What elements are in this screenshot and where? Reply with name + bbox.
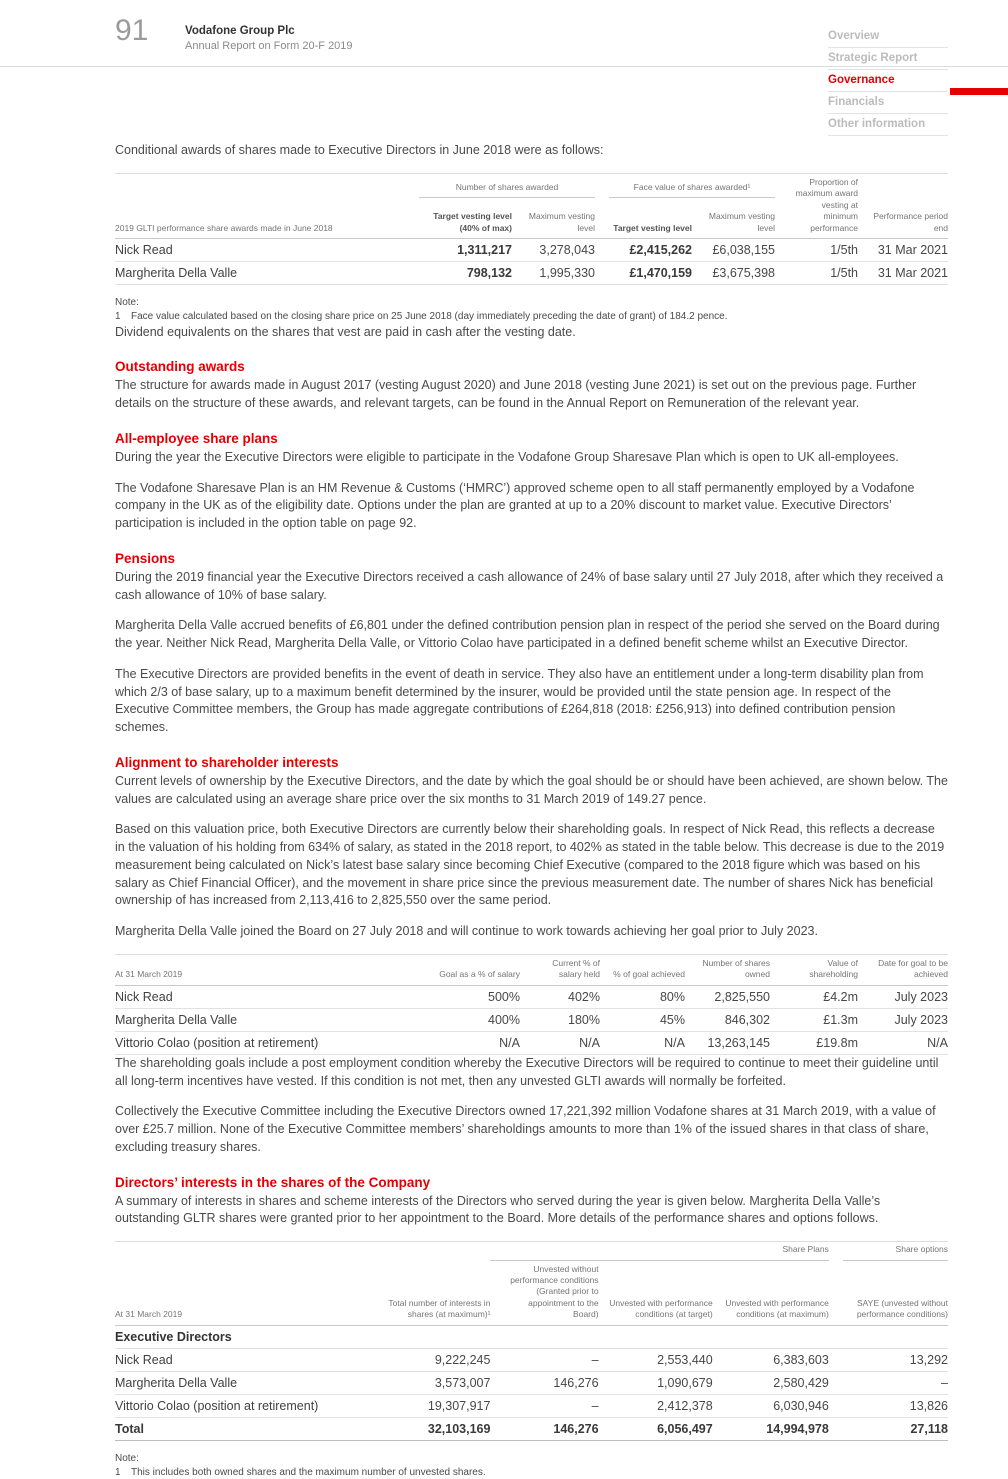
section-nav	[828, 26, 1008, 136]
paragraph: During the year the Executive Directors were eligible to participate in the Vodafone Group Sharesave Plan which is open to UK all-employees.	[115, 449, 899, 464]
cell-value: £3,675,398	[692, 262, 775, 285]
cell-value: 6,383,603	[713, 1348, 829, 1371]
nav-label: Other information	[828, 118, 926, 130]
cell-value: 2,825,550	[685, 985, 770, 1008]
nav-label: Governance	[828, 74, 895, 86]
cell-value: £4.2m	[770, 985, 858, 1008]
table-label-header: At 31 March 2019	[115, 954, 415, 985]
heading-pensions: Pensions	[115, 550, 176, 566]
nav-label: Financials	[828, 96, 885, 108]
footnote-text: This includes both owned shares and the maximum number of unvested shares.	[131, 1466, 486, 1478]
director-name: Margherita Della Valle	[115, 262, 405, 285]
glti-awards-table	[115, 173, 948, 285]
director-name: Vittorio Colao (position at retirement)	[115, 1394, 370, 1417]
column-header-value: Value of shareholding	[770, 954, 858, 985]
cell-value: –	[829, 1371, 948, 1394]
footnote	[115, 1466, 948, 1479]
nav-item-other-information[interactable]	[828, 114, 948, 136]
note-label: Note:	[115, 1452, 139, 1464]
header-spacer	[115, 173, 405, 198]
paragraph: A summary of interests in shares and scheme interests of the Directors who served during the year is given below. Margherita Della Valle’s outstanding GLTR shares were granted prior to her appointment to the Board. More details of the performance shares and options follows.	[115, 1193, 881, 1226]
cell-value: 6,056,497	[599, 1417, 713, 1440]
column-header-proportion: Proportion of maximum award vesting at minimum performance	[775, 173, 858, 238]
table-row	[115, 1394, 948, 1417]
paragraph: Current levels of ownership by the Executive Directors, and the date by which the goal should be or should have been achieved, are shown below. The values are calculated using an average share price over the six months to 31 March 2019 of 149.27 pence.	[115, 773, 948, 806]
table-row	[115, 985, 948, 1008]
table-row	[115, 239, 948, 262]
paragraph: The Executive Directors are provided benefits in the event of death in service. They also have an entitlement under a long-term disability plan from which 2/3 of base salary, up to a maximum benefit determined by the insurer, would be provided until the state pension age. In respect of the Executive Committee members, the Group has made aggregate contributions of £264,818 (2018: £256,913) into defined contribution pension schemes.	[115, 666, 924, 735]
director-name: Margherita Della Valle	[115, 1371, 370, 1394]
table-label-header: 2019 GLTI performance share awards made in June 2018	[115, 198, 405, 238]
cell-value: 13,263,145	[685, 1031, 770, 1054]
report-title-block	[185, 24, 353, 53]
cell-value: 146,276	[490, 1371, 598, 1394]
cell-value: July 2023	[858, 1008, 948, 1031]
cell-value: 45%	[600, 1008, 685, 1031]
cell-value: 31 Mar 2021	[858, 239, 948, 262]
cell-value: 500%	[415, 985, 520, 1008]
note-label: Note:	[115, 297, 139, 309]
group-header-face-value: Face value of shares awarded¹	[595, 173, 775, 198]
directors-interests-table	[115, 1241, 948, 1441]
nav-item-strategic-report[interactable]	[828, 48, 948, 70]
cell-value: 1,311,217	[405, 239, 512, 262]
cell-value: 14,994,978	[713, 1417, 829, 1440]
column-header-current-pct: Current % of salary held	[520, 954, 600, 985]
column-header-unvested-target: Unvested with performance conditions (at target)	[599, 1261, 713, 1326]
cell-value: 180%	[520, 1008, 600, 1031]
footnote	[115, 310, 948, 324]
cell-value: 32,103,169	[370, 1417, 490, 1440]
active-section-indicator	[950, 88, 1008, 95]
cell-value: 2,580,429	[713, 1371, 829, 1394]
shareholding-goals-table	[115, 954, 948, 1055]
cell-value: 2,412,378	[599, 1394, 713, 1417]
column-header-saye: SAYE (unvested without performance conditions)	[829, 1261, 948, 1326]
group-header-share-options: Share options	[829, 1242, 948, 1261]
director-name: Margherita Della Valle	[115, 1008, 415, 1031]
table-total-row	[115, 1417, 948, 1440]
column-header-pct-achieved: % of goal achieved	[600, 954, 685, 985]
table-label-header: At 31 March 2019	[115, 1261, 370, 1326]
column-header-target-value: Target vesting level	[595, 198, 692, 238]
nav-label: Strategic Report	[828, 52, 918, 64]
heading-directors-interests: Directors’ interests in the shares of the Company	[115, 1174, 431, 1190]
column-header-goal-pct: Goal as a % of salary	[415, 954, 520, 985]
cell-value: £2,415,262	[595, 239, 692, 262]
total-label: Total	[115, 1417, 370, 1440]
table-row	[115, 1348, 948, 1371]
cell-value: 13,292	[829, 1348, 948, 1371]
column-header-goal-date: Date for goal to be achieved	[858, 954, 948, 985]
column-header-target-40: Target vesting level (40% of max)	[405, 198, 512, 238]
cell-value: July 2023	[858, 985, 948, 1008]
cell-value: –	[490, 1348, 598, 1371]
footnote-block	[115, 297, 948, 324]
column-header-shares-owned: Number of shares owned	[685, 954, 770, 985]
paragraph: Margherita Della Valle joined the Board on 27 July 2018 and will continue to work towards achieving her goal prior to July 2023.	[115, 924, 818, 939]
nav-item-financials[interactable]	[828, 92, 948, 114]
table-section-row	[115, 1325, 948, 1348]
cell-value: 146,276	[490, 1417, 598, 1440]
group-header-share-plans: Share Plans	[490, 1242, 828, 1261]
director-name: Nick Read	[115, 985, 415, 1008]
heading-alignment-shareholder-interests: Alignment to shareholder interests	[115, 754, 339, 770]
column-header-unvested-without: Unvested without performance conditions (Granted prior to appointment to the Board)	[490, 1261, 598, 1326]
column-header-period-end: Performance period end	[858, 173, 948, 238]
director-name: Vittorio Colao (position at retirement)	[115, 1031, 415, 1054]
cell-value: £1.3m	[770, 1008, 858, 1031]
cell-value: 3,278,043	[512, 239, 595, 262]
footnote-block	[115, 1453, 948, 1479]
cell-value: N/A	[415, 1031, 520, 1054]
dividend-text: Dividend equivalents on the shares that vest are paid in cash after the vesting date.	[115, 324, 576, 339]
director-name: Nick Read	[115, 239, 405, 262]
cell-value: 9,222,245	[370, 1348, 490, 1371]
paragraph: Collectively the Executive Committee including the Executive Directors owned 17,221,392 million Vodafone shares at 31 March 2019, with a value of over £25.7 million. None of the Executive Committee members’ shareholdings amounts to more than 1% of the issued shares in that class of share, excluding treasury shares.	[115, 1104, 936, 1154]
cell-value: 19,307,917	[370, 1394, 490, 1417]
cell-value: 1/5th	[775, 239, 858, 262]
cell-value: 1,995,330	[512, 262, 595, 285]
cell-value: 80%	[600, 985, 685, 1008]
cell-value: N/A	[858, 1031, 948, 1054]
footnote-number: 1	[115, 311, 121, 323]
cell-value: 13,826	[829, 1394, 948, 1417]
paragraph: The structure for awards made in August 2017 (vesting August 2020) and June 2018 (vesting June 2021) is set out on the previous page. Further details on the structure of these awards, and relevant targets, can be found in the Annual Report on Remuneration of the relevant year.	[115, 378, 917, 411]
cell-value: 1/5th	[775, 262, 858, 285]
heading-outstanding-awards: Outstanding awards	[115, 359, 245, 375]
cell-value: £19.8m	[770, 1031, 858, 1054]
cell-value: £1,470,159	[595, 262, 692, 285]
intro-text: Conditional awards of shares made to Executive Directors in June 2018 were as follows:	[115, 143, 604, 157]
page-content	[115, 142, 948, 1479]
cell-value: £6,038,155	[692, 239, 775, 262]
cell-value: N/A	[520, 1031, 600, 1054]
heading-all-employee-share-plans: All-employee share plans	[115, 430, 278, 446]
table-row	[115, 262, 948, 285]
paragraph: Margherita Della Valle accrued benefits of £6,801 under the defined contribution pension plan in respect of the period she served on the Board during the year. Neither Nick Read, Margherita Della Valle, or Vittorio Colao have participated in a defined benefit scheme whilst an Executive Director.	[115, 618, 940, 651]
cell-value: 6,030,946	[713, 1394, 829, 1417]
column-header-max-vesting: Maximum vesting level	[512, 198, 595, 238]
cell-value: 798,132	[405, 262, 512, 285]
nav-item-governance[interactable]	[828, 70, 948, 92]
header-spacer	[115, 1242, 490, 1261]
cell-value: 400%	[415, 1008, 520, 1031]
table-row	[115, 1008, 948, 1031]
group-header-shares: Number of shares awarded	[405, 173, 595, 198]
nav-label: Overview	[828, 30, 880, 42]
cell-value: 31 Mar 2021	[858, 262, 948, 285]
cell-value: 2,553,440	[599, 1348, 713, 1371]
cell-value: N/A	[600, 1031, 685, 1054]
cell-value: 27,118	[829, 1417, 948, 1440]
section-label: Executive Directors	[115, 1325, 948, 1348]
table-row	[115, 1371, 948, 1394]
page-number: 91	[115, 14, 149, 47]
paragraph: The Vodafone Sharesave Plan is an HM Revenue & Customs (‘HMRC’) approved scheme open to all staff permanently employed by a Vodafone company in the UK as of the eligibility date. Options under the plan are granted at up to a 20% discount to market value. Executive Directors’ participation is included in the option table on page 92.	[115, 480, 915, 531]
column-header-unvested-max: Unvested with performance conditions (at maximum)	[713, 1261, 829, 1326]
cell-value: 1,090,679	[599, 1371, 713, 1394]
column-header-total-interests: Total number of interests in shares (at maximum)¹	[370, 1261, 490, 1326]
cell-value: 402%	[520, 985, 600, 1008]
paragraph: During the 2019 financial year the Executive Directors received a cash allowance of 24% of base salary until 27 July 2018, after which they received a cash allowance of 10% of base salary.	[115, 569, 944, 602]
paragraph: The shareholding goals include a post employment condition whereby the Executive Directors will be required to continue to meet their guideline until all long-term incentives have vested. If this condition is not met, then any unvested GLTI awards will normally be forfeited.	[115, 1055, 939, 1088]
cell-value: –	[490, 1394, 598, 1417]
column-header-max-value: Maximum vesting level	[692, 198, 775, 238]
cell-value: 3,573,007	[370, 1371, 490, 1394]
director-name: Nick Read	[115, 1348, 370, 1371]
nav-item-overview[interactable]	[828, 26, 948, 48]
company-name: Vodafone Group Plc	[185, 25, 295, 37]
paragraph: Based on this valuation price, both Executive Directors are currently below their shareholding goals. In respect of Nick Read, this reflects a decrease in the valuation of his holding from 634% of salary, as stated in the 2018 report, to 402% as stated in the table below. This decrease is due to the 2019 measurement being calculated on Nick’s latest base salary since becoming Chief Executive (compared to the 2018 figure which was based on his salary as Chief Financial Officer), and the movement in share price since the previous measurement date. The number of shares Nick has beneficial ownership of has increased from 2,113,416 to 2,825,550 over the same period.	[115, 822, 945, 908]
cell-value: 846,302	[685, 1008, 770, 1031]
report-name: Annual Report on Form 20-F 2019	[185, 39, 353, 52]
table-row	[115, 1031, 948, 1054]
footnote-number: 1	[115, 1466, 121, 1478]
footnote-text: Face value calculated based on the closing share price on 25 June 2018 (day immediately preceding the date of grant) of 184.2 pence.	[131, 311, 728, 323]
